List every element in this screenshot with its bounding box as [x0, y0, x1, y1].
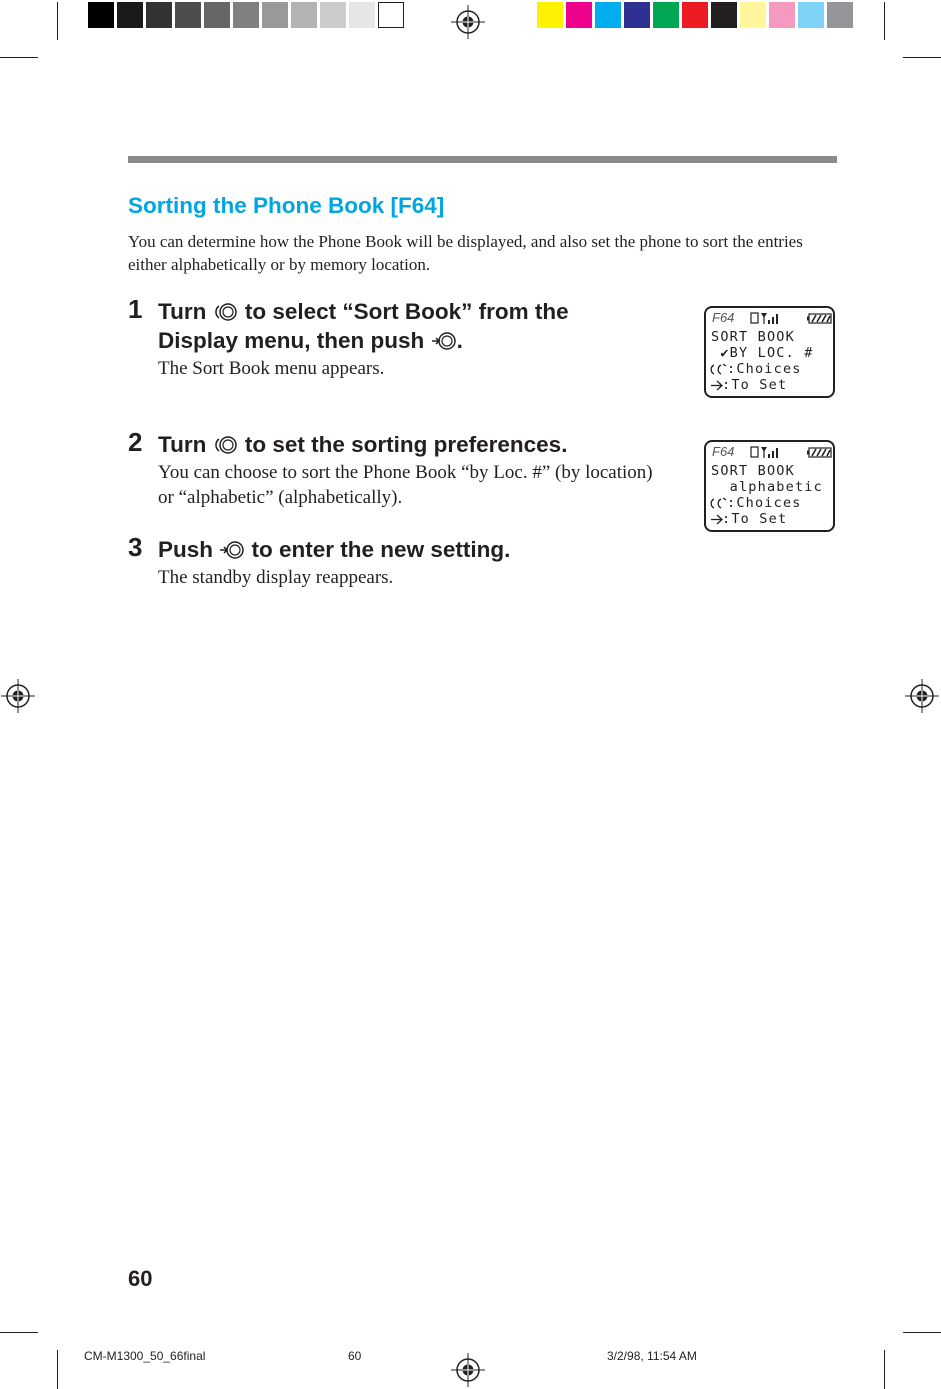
color-swatch: [595, 2, 621, 28]
slug-file: CM-M1300_50_66final: [84, 1349, 206, 1363]
crop-mark: [57, 2, 58, 40]
step-heading-text: Turn: [158, 432, 207, 457]
color-swatch: [537, 2, 563, 28]
signal-icon: [750, 446, 780, 459]
registration-mark-icon: [451, 5, 485, 39]
signal-icon: [750, 312, 780, 325]
crop-mark: [884, 2, 885, 40]
registration-mark-icon: [1, 679, 35, 713]
gray-swatch: [378, 2, 404, 28]
color-swatch: [711, 2, 737, 28]
color-swatch: [798, 2, 824, 28]
gray-swatch: [88, 2, 114, 28]
step-heading-text: Display menu, then push: [158, 328, 425, 353]
registration-mark-icon: [451, 1353, 485, 1387]
slug-date: 3/2/98, 11:54 AM: [607, 1349, 697, 1363]
lcd-display: [704, 306, 835, 398]
crop-mark: [903, 1332, 941, 1333]
gray-swatch: [146, 2, 172, 28]
step-description: The standby display reappears.: [158, 567, 394, 588]
crop-mark: [0, 57, 38, 58]
crop-mark: [57, 1350, 58, 1389]
color-swatch: [653, 2, 679, 28]
gray-swatch: [117, 2, 143, 28]
step-number: 2: [128, 427, 143, 457]
color-swatch: [827, 2, 853, 28]
jog-dial-turn-icon: [213, 302, 239, 322]
lcd-line: :To Set: [722, 377, 788, 393]
step-heading-text: Turn: [158, 299, 207, 324]
step-heading-text: to enter the new setting.: [251, 537, 511, 562]
step-heading: [158, 297, 569, 355]
lcd-line: SORT BOOK: [711, 329, 795, 345]
gray-swatch: [262, 2, 288, 28]
lcd-line: SORT BOOK: [711, 463, 795, 479]
step-heading: [158, 430, 567, 459]
step-description: You can choose to sort the Phone Book “by Loc. #” (by location) or “alphabetic” (alphabetically).: [158, 462, 653, 508]
step-number: 3: [128, 532, 143, 562]
gray-swatch: [320, 2, 346, 28]
gray-swatch: [291, 2, 317, 28]
jog-dial-turn-icon: [213, 435, 239, 455]
jog-dial-turn-icon: [710, 363, 728, 376]
step-heading: [158, 535, 510, 564]
jog-dial-turn-icon: [710, 497, 728, 510]
lcd-function-code: F64: [712, 444, 735, 459]
lcd-line: :To Set: [722, 511, 788, 527]
color-swatch: [624, 2, 650, 28]
color-swatch: [740, 2, 766, 28]
lcd-line: :Choices: [727, 495, 802, 511]
intro-paragraph: You can determine how the Phone Book will be displayed, and also set the phone to sort the entries either alphabetically or by memory location.: [128, 232, 803, 274]
lcd-line: alphabetic: [711, 479, 823, 495]
registration-mark-icon: [905, 679, 939, 713]
step-heading-text: to select “Sort Book” from the: [244, 299, 569, 324]
lcd-line: :Choices: [727, 361, 802, 377]
color-swatch: [682, 2, 708, 28]
step-heading-text: .: [456, 328, 463, 353]
header-rule: [128, 156, 837, 163]
step-heading-text: to set the sorting preferences.: [244, 432, 568, 457]
jog-dial-push-icon: [431, 331, 457, 351]
lcd-line: ✔BY LOC. #: [711, 345, 814, 361]
lcd-function-code: F64: [712, 310, 735, 325]
step-description: The Sort Book menu appears.: [158, 358, 385, 379]
gray-swatch: [175, 2, 201, 28]
battery-icon: [807, 313, 832, 324]
color-swatch: [769, 2, 795, 28]
gray-swatch: [204, 2, 230, 28]
gray-swatch: [233, 2, 259, 28]
crop-mark: [884, 1350, 885, 1389]
slug-page: 60: [348, 1349, 362, 1363]
section-title: Sorting the Phone Book [F64]: [128, 193, 445, 218]
crop-mark: [903, 57, 941, 58]
battery-icon: [807, 447, 832, 458]
lcd-display: [704, 440, 835, 532]
color-swatch: [566, 2, 592, 28]
jog-dial-push-icon: [219, 540, 245, 560]
gray-swatch: [349, 2, 375, 28]
step-heading-text: Push: [158, 537, 214, 562]
crop-mark: [0, 1332, 38, 1333]
page-number: 60: [128, 1266, 153, 1291]
step-number: 1: [128, 294, 143, 324]
